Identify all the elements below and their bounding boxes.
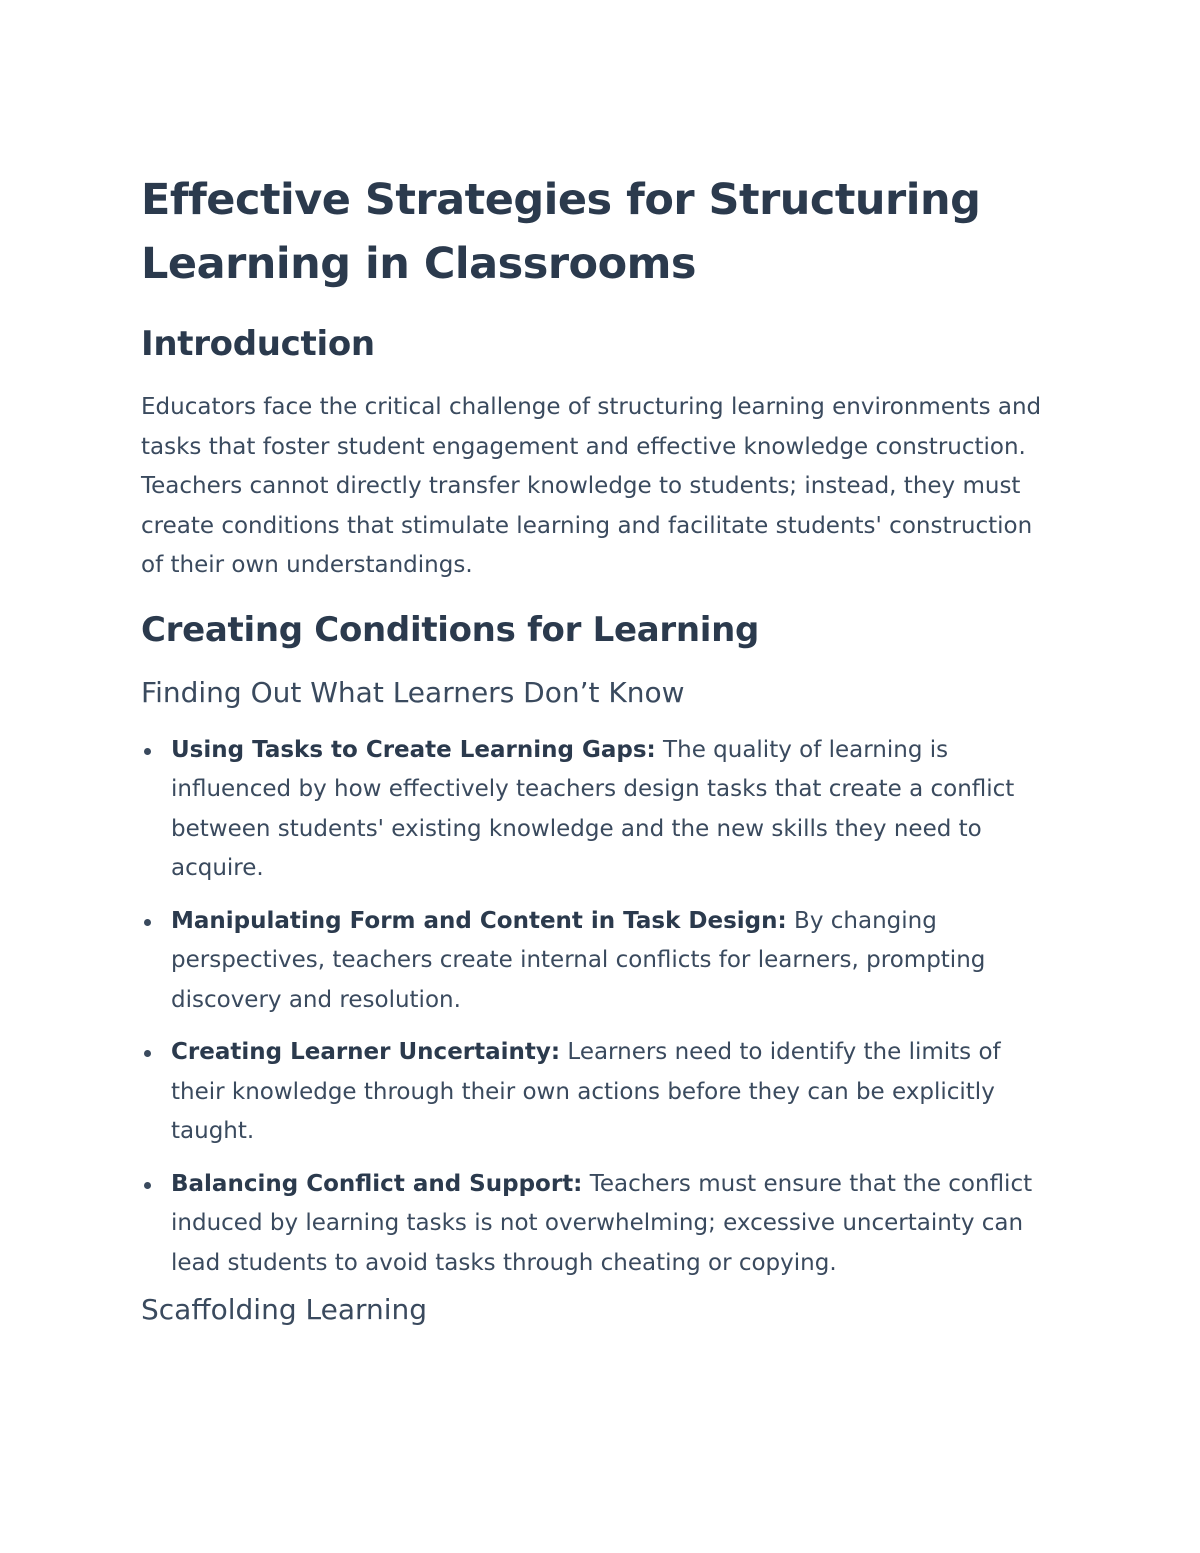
list-item-term: Balancing Conflict and Support: xyxy=(171,1170,583,1197)
document-title: Effective Strategies for Structuring Learning in Classrooms xyxy=(141,175,981,289)
bullet-icon xyxy=(144,1182,151,1189)
bullet-icon xyxy=(144,748,151,755)
list-item-term: Manipulating Form and Content in Task Design: xyxy=(171,907,787,934)
introduction-heading: Introduction xyxy=(141,324,375,364)
list-item-text: Teachers must ensure that the conflict induced by learning tasks is not overwhelming; excessive uncertainty can lead students to avoid tasks through cheating or copying. xyxy=(171,1170,1033,1276)
list-item-term: Creating Learner Uncertainty: xyxy=(171,1039,561,1065)
list-item xyxy=(141,731,1061,889)
bullet-icon xyxy=(144,919,151,926)
list-item-text: The quality of learning is influenced by how effectively teachers design tasks that create a conflict between students' existing knowledge and the new skills they need to acquire. xyxy=(171,736,1015,881)
list-item-text: Learners need to identify the limits of their knowledge through their own actions before they can be explicitly taught. xyxy=(171,1039,1001,1144)
list-item xyxy=(141,1165,1061,1284)
list-item-text: By changing perspectives, teachers create internal conflicts for learners, prompting discovery and resolution. xyxy=(171,907,986,1013)
document-page xyxy=(141,168,1061,1330)
bullet-icon xyxy=(144,1050,151,1057)
strategy-list xyxy=(141,731,1061,1284)
finding-out-heading: Finding Out What Learners Don’t Know xyxy=(141,675,685,709)
list-item-term: Using Tasks to Create Learning Gaps: xyxy=(171,736,656,763)
list-item xyxy=(141,1033,1061,1152)
creating-conditions-heading: Creating Conditions for Learning xyxy=(141,609,760,650)
list-item xyxy=(141,902,1061,1021)
scaffolding-heading: Scaffolding Learning xyxy=(141,1293,428,1326)
introduction-paragraph: Educators face the critical challenge of structuring learning environments and tasks that foster student engagement and effective knowledge construction. Teachers cannot directly transfer knowledge to students; instead, they must create conditions that stimulate learning and facilitate students' construction of their own understandings. xyxy=(141,394,1042,578)
